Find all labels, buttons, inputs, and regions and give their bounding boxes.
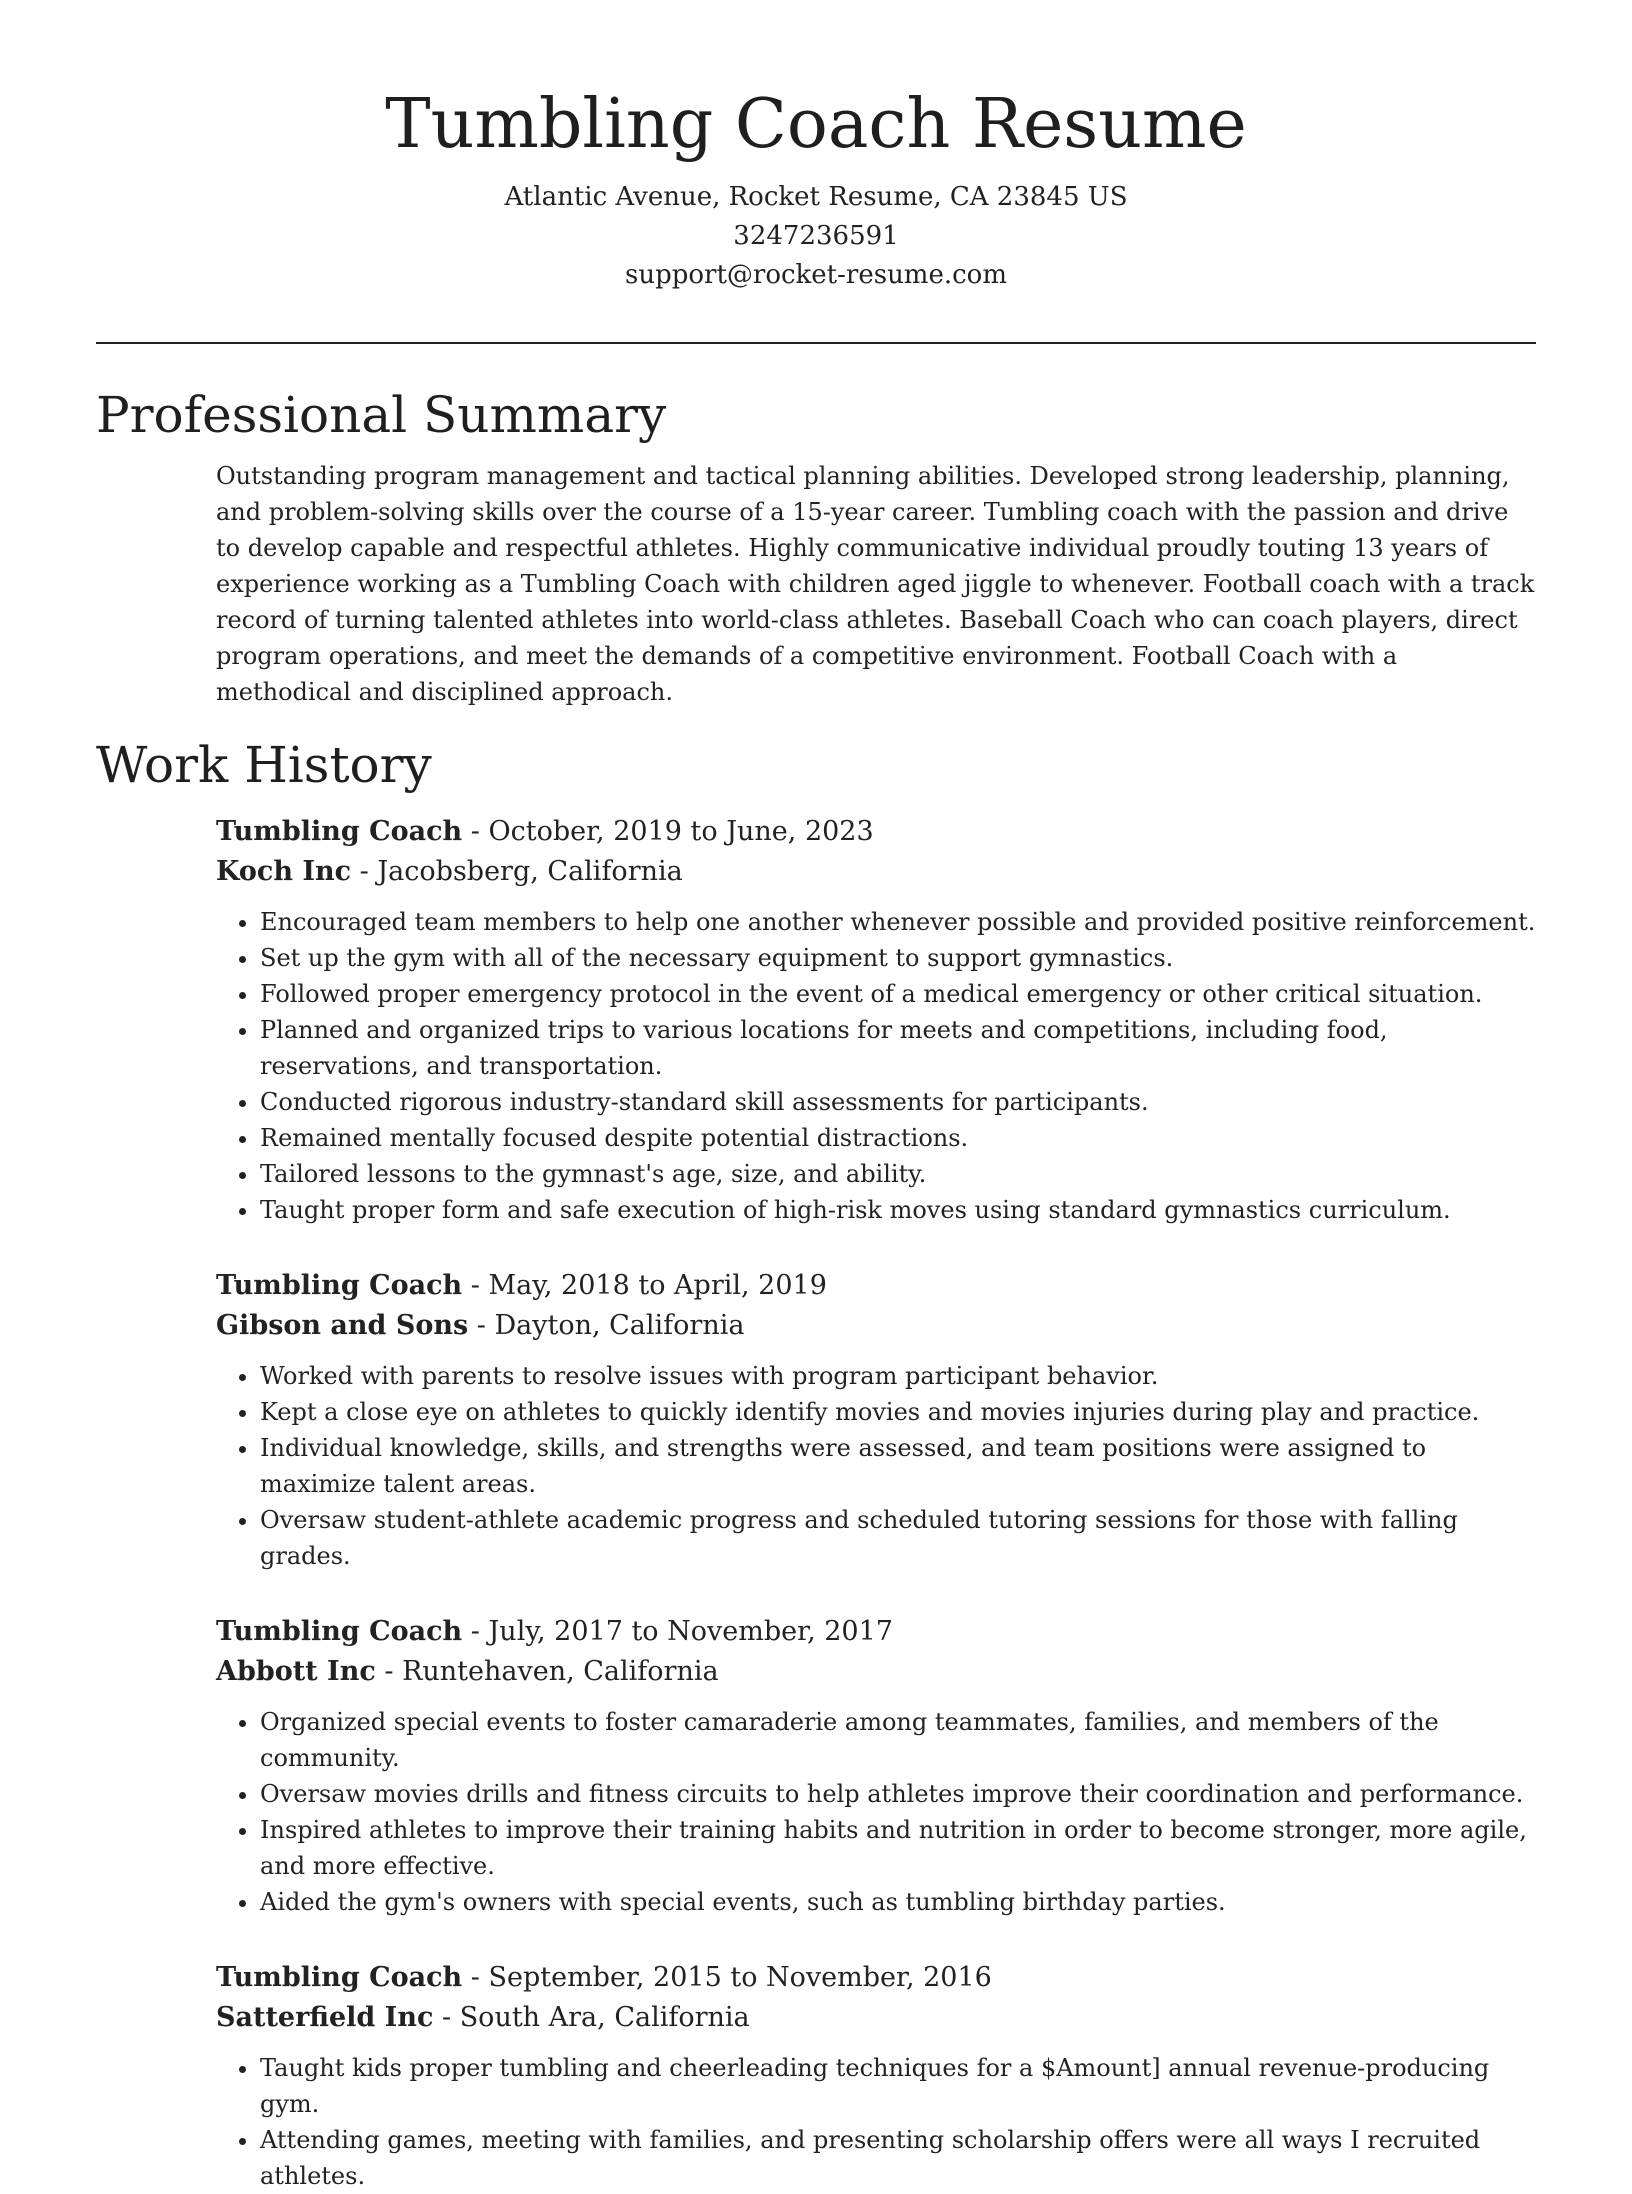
job-company-line	[216, 1306, 1536, 1346]
job-dates: July, 2017 to November, 2017	[488, 1616, 893, 1647]
job-company: Satterfield Inc	[216, 2002, 434, 2033]
job-location: Dayton, California	[494, 1310, 745, 1341]
separator: -	[462, 1962, 489, 1993]
job-role: Tumbling Coach	[216, 1270, 463, 1301]
summary-body	[216, 458, 1536, 710]
professional-summary-section	[96, 380, 1536, 710]
job-title-line	[216, 1266, 1536, 1306]
separator: -	[468, 1310, 495, 1341]
header-divider	[96, 342, 1536, 344]
job-bullets	[216, 904, 1536, 1228]
bullet-item: • Kept a close eye on athletes to quickly identify movies and movies injuries during play and practice.	[260, 1394, 1536, 1430]
contact-address: Atlantic Avenue, Rocket Resume, CA 23845 US	[504, 182, 1128, 212]
job-role: Tumbling Coach	[216, 1962, 463, 1993]
separator: -	[462, 1616, 489, 1647]
job-dates: September, 2015 to November, 2016	[488, 1962, 992, 1993]
section-title-work: Work History	[96, 736, 432, 794]
job-title-line	[216, 1958, 1536, 1998]
job-bullets	[216, 1358, 1536, 1574]
bullet-item: • Planned and organized trips to various locations for meets and competitions, including food, reservations, and transportation.	[260, 1012, 1536, 1084]
bullet-item: • Inspired athletes to improve their training habits and nutrition in order to become stronger, more agile, and more effective.	[260, 1812, 1536, 1884]
job-dates: May, 2018 to April, 2019	[488, 1270, 827, 1301]
resume-header	[96, 80, 1536, 295]
job-company-line	[216, 1998, 1536, 2038]
bullet-item: • Aided the gym's owners with special events, such as tumbling birthday parties.	[260, 1884, 1536, 1920]
contact-email: support@rocket-resume.com	[624, 260, 1007, 290]
work-history-body	[216, 812, 1536, 2194]
job-entry	[216, 1612, 1536, 1920]
job-company: Koch Inc	[216, 856, 352, 887]
bullet-item: • Individual knowledge, skills, and strengths were assessed, and team positions were assigned to maximize talent areas.	[260, 1430, 1536, 1502]
bullet-item: • Encouraged team members to help one another whenever possible and provided positive reinforcement.	[260, 904, 1536, 940]
job-bullets	[216, 2050, 1536, 2194]
resume-title: Tumbling Coach Resume	[385, 85, 1247, 164]
job-company-line	[216, 1652, 1536, 1692]
contact-phone: 3247236591	[733, 221, 899, 251]
job-role: Tumbling Coach	[216, 1616, 463, 1647]
job-location: Jacobsberg, California	[377, 856, 683, 887]
bullet-item: • Tailored lessons to the gymnast's age, size, and ability.	[260, 1156, 1536, 1192]
section-title-summary: Professional Summary	[96, 386, 667, 444]
bullet-item: • Set up the gym with all of the necessary equipment to support gymnastics.	[260, 940, 1536, 976]
separator: -	[433, 2002, 460, 2033]
job-bullets	[216, 1704, 1536, 1920]
bullet-item: • Conducted rigorous industry-standard skill assessments for participants.	[260, 1084, 1536, 1120]
job-entry	[216, 1266, 1536, 1574]
job-entry	[216, 812, 1536, 1228]
bullet-item: • Attending games, meeting with families, and presenting scholarship offers were all ways I recruited athletes.	[260, 2122, 1536, 2194]
job-company: Abbott Inc	[216, 1656, 376, 1687]
separator: -	[462, 816, 489, 847]
separator: -	[462, 1270, 489, 1301]
job-dates: October, 2019 to June, 2023	[488, 816, 874, 847]
job-title-line	[216, 812, 1536, 852]
bullet-item: • Worked with parents to resolve issues with program participant behavior.	[260, 1358, 1536, 1394]
bullet-item: • Oversaw student-athlete academic progress and scheduled tutoring sessions for those with falling grades.	[260, 1502, 1536, 1574]
job-role: Tumbling Coach	[216, 816, 463, 847]
job-title-line	[216, 1612, 1536, 1652]
job-company-line	[216, 852, 1536, 892]
bullet-item: • Oversaw movies drills and fitness circuits to help athletes improve their coordination and performance.	[260, 1776, 1536, 1812]
summary-text: Outstanding program management and tactical planning abilities. Developed strong leadership, planning, and problem-solving skills over the course of a 15-year career. Tumbling coach with the passion and drive to develop capable and respectful athletes. Highly communicative individual proudly touting 13 years of experience working as a Tumbling Coach with children aged jiggle to whenever. Football coach with a track record of turning talented athletes into world-class athletes. Baseball Coach who can coach players, direct program operations, and meet the demands of a competitive environment. Football Coach with a methodical and disciplined approach.	[216, 462, 1535, 706]
work-history-section	[96, 730, 1536, 2194]
job-location: Runtehaven, California	[402, 1656, 719, 1687]
bullet-item: • Remained mentally focused despite potential distractions.	[260, 1120, 1536, 1156]
bullet-item: • Taught proper form and safe execution of high-risk moves using standard gymnastics curriculum.	[260, 1192, 1536, 1228]
job-location: South Ara, California	[459, 2002, 750, 2033]
separator: -	[351, 856, 378, 887]
bullet-item: • Followed proper emergency protocol in the event of a medical emergency or other critical situation.	[260, 976, 1536, 1012]
resume-content	[96, 380, 1536, 2194]
job-entry	[216, 1958, 1536, 2194]
bullet-item: • Organized special events to foster camaraderie among teammates, families, and members of the community.	[260, 1704, 1536, 1776]
separator: -	[375, 1656, 403, 1687]
bullet-item: • Taught kids proper tumbling and cheerleading techniques for a $Amount] annual revenue-producing gym.	[260, 2050, 1536, 2122]
job-company: Gibson and Sons	[216, 1310, 469, 1341]
